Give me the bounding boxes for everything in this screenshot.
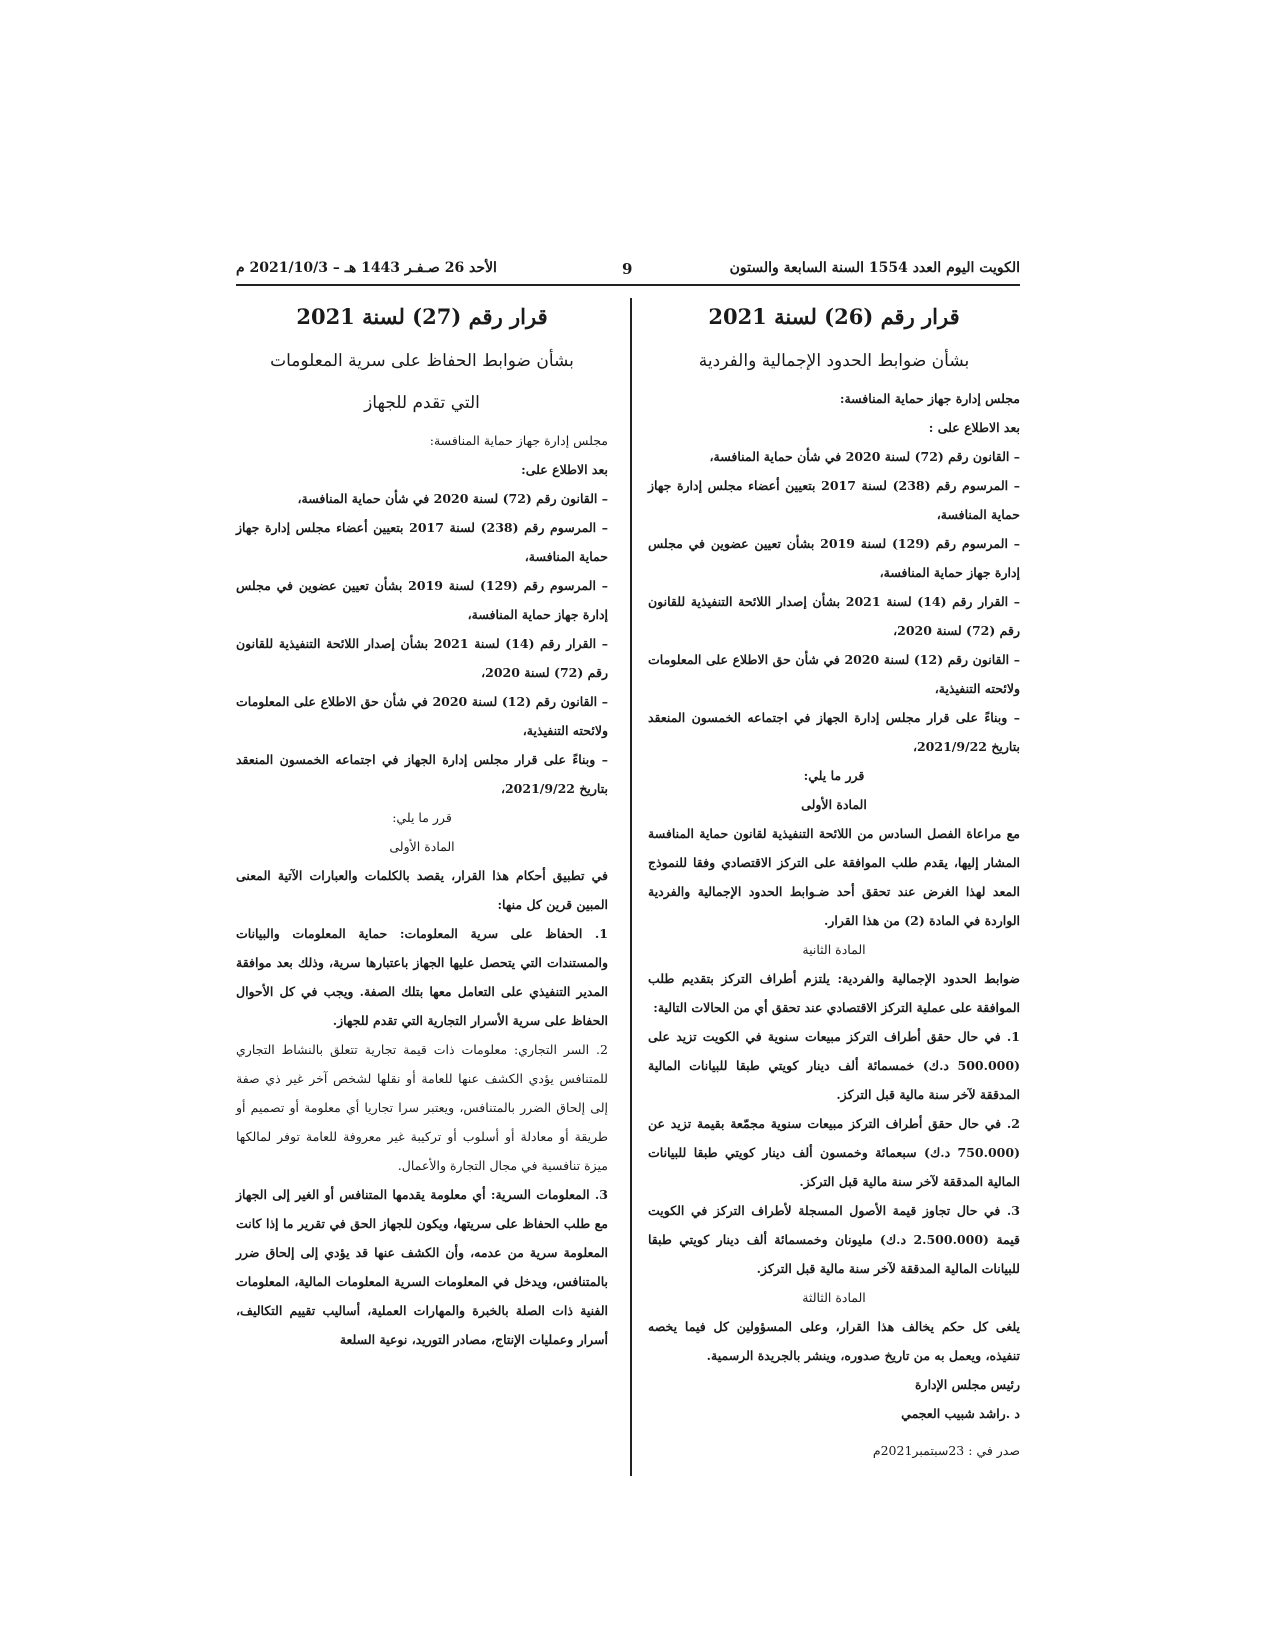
decision-27-title: قرار رقم (27) لسنة 2021 [296,304,548,329]
decision-27-article-1-title: المادة الأولى [389,839,455,854]
column-divider [630,298,632,1476]
decision-26-after-review: بعد الاطلاع على : [928,420,1020,435]
decision-26-ref: – وبناءً على قرار مجلس إدارة الجهاز في اجتماعه الخمسون المنعقد بتاريخ 2021/9/22، [648,710,1020,754]
decision-26-article-2-item: 2. في حال حقق أطراف التركز مبيعات سنوية مجمّعة بقيمة تزيد عن (750.000 د.ك) سبعمائة وخمسون ألف دينار كويتي طبقا للبيانات المالية المدققة لآخر سنة مالية قبل التركز. [648,1116,1020,1189]
decision-26-ref: – القانون رقم (72) لسنة 2020 في شأن حماية المنافسة، [709,449,1020,464]
decision-26-signature-role: رئيس مجلس الإدارة [915,1377,1020,1392]
decision-27-column [236,300,608,1354]
decision-27-definition: 3. المعلومات السرية: أي معلومة يقدمها المتنافس أو الغير إلى الجهاز مع طلب الحفاظ على سريتها، ويكون للجهاز الحق في تقرير ما إذا كانت المعلومة سرية من عدمه، وأن الكشف عنها قد يؤدي إلى إلحاق ضرر بالمتنافس، ويدخل في المعلومات السرية المعلومات المالية، المعلومات الفنية ذات الصلة بالخبرة والمهارات العملية، أساليب تقييم التكاليف، أسرار وعمليات الإنتاج، مصادر التوريد، نوعية السلعة [236,1187,608,1347]
decision-27-definition: 1. الحفاظ على سرية المعلومات: حماية المعلومات والبيانات والمستندات التي يتحصل عليها الجهاز باعتبارها سرية، وذلك بعد موافقة المدير التنفيذي على التعامل معها بتلك الصفة. ويجب في كل الأحوال الحفاظ على سرية الأسرار التجارية التي تقدم للجهاز. [236,926,608,1028]
decision-26-article-2-text: ضوابط الحدود الإجمالية والفردية: يلتزم أطراف التركز بتقديم طلب الموافقة على عملية التركز الاقتصادي عند تحقق أي من الحالات التالية: [648,971,1020,1015]
decision-26-issued-date: صدر في : 23سبتمبر2021م [872,1443,1020,1458]
decision-26-article-3-text: يلغى كل حكم يخالف هذا القرار، وعلى المسؤولين كل فيما يخصه تنفيذه، ويعمل به من تاريخ صدوره، وينشر بالجريدة الرسمية. [648,1319,1020,1363]
decision-26-article-1-text: مع مراعاة الفصل السادس من اللائحة التنفيذية لقانون حماية المنافسة المشار إليها، يقدم طلب الموافقة على التركز الاقتصادي وفقا للنموذج المعد لهذا الغرض عند تحقق أحد ضـوابط الحدود الإجمالية والفردية الواردة في المادة (2) من هذا القرار. [648,826,1020,928]
decision-26-subtitle: بشأن ضوابط الحدود الإجمالية والفردية [698,351,970,371]
decision-27-after-review: بعد الاطلاع على: [521,462,608,477]
decision-26-ref: – القرار رقم (14) لسنة 2021 بشأن إصدار اللائحة التنفيذية للقانون رقم (72) لسنة 2020، [648,594,1020,638]
decision-27-ref: – المرسوم رقم (238) لسنة 2017 بتعيين أعضاء مجلس إدارة جهاز حماية المنافسة، [236,520,608,564]
decision-27-ref: – القرار رقم (14) لسنة 2021 بشأن إصدار اللائحة التنفيذية للقانون رقم (72) لسنة 2020، [236,636,608,680]
decision-27-decided: قرر ما يلي: [392,810,452,825]
decision-27-definition: 2. السر التجاري: معلومات ذات قيمة تجارية تتعلق بالنشاط التجاري للمتنافس يؤدي الكشف عنها للعامة أو نقلها لشخص آخر غير ذي صفة إلى إلحاق الضرر بالمتنافس، ويعتبر سرا تجاريا أي معلومة أو تصميم أو طريقة أو معادلة أو أسلوب أو تركيبة غير معروفة للعامة توفر لمالكها ميزة تنافسية في مجال التجارة والأعمال. [236,1042,608,1173]
decision-27-ref: – القانون رقم (72) لسنة 2020 في شأن حماية المنافسة، [297,491,608,506]
decision-27-article-1-intro: في تطبيق أحكام هذا القرار، يقصد بالكلمات والعبارات الآتية المعنى المبين قرين كل منها: [236,868,608,912]
decision-27-ref: – القانون رقم (12) لسنة 2020 في شأن حق الاطلاع على المعلومات ولائحته التنفيذية، [236,694,608,738]
decision-27-subtitle-line-2: التي تقدم للجهاز [364,393,480,413]
decision-26-article-2-item: 3. في حال تجاوز قيمة الأصول المسجلة لأطراف التركز في الكويت قيمة (2.500.000 د.ك) مليونان وخمسمائة ألف دينار كويتي طبقا للبيانات المالية المدققة لآخر سنة مالية قبل التركز. [648,1203,1020,1276]
decision-26-article-3-title: المادة الثالثة [802,1290,866,1305]
gazette-issue-info: الكويت اليوم العدد 1554 السنة السابعة والستون [729,260,1020,276]
decision-26-article-1-title: المادة الأولى [801,797,867,812]
decision-26-article-2-item: 1. في حال حقق أطراف التركز مبيعات سنوية في الكويت تزيد على (500.000 د.ك) خمسمائة ألف دينار كويتي طبقا للبيانات المالية المدققة لآخر سنة مالية قبل التركز. [648,1029,1020,1102]
decision-26-column [648,300,1020,1465]
decision-26-signature-name: د .راشد شبيب العجمي [901,1406,1020,1421]
decision-27-ref: – وبناءً على قرار مجلس إدارة الجهاز في اجتماعه الخمسون المنعقد بتاريخ 2021/9/22، [236,752,608,796]
decision-26-decided: قرر ما يلي: [803,768,865,783]
issue-date: الأحد 26 صـفـر 1443 هـ – 2021/10/3 م [236,260,497,276]
decision-27-board: مجلس إدارة جهاز حماية المنافسة: [429,433,608,448]
decision-26-ref: – المرسوم رقم (129) لسنة 2019 بشأن تعيين عضوين في مجلس إدارة جهاز حماية المنافسة، [648,536,1020,580]
decision-27-subtitle-line-1: بشأن ضوابط الحفاظ على سرية المعلومات [270,351,574,371]
decision-26-article-2-title: المادة الثانية [802,942,866,957]
page-number: 9 [622,260,633,278]
page-header [236,258,1020,286]
decision-27-ref: – المرسوم رقم (129) لسنة 2019 بشأن تعيين عضوين في مجلس إدارة جهاز حماية المنافسة، [236,578,608,622]
decision-26-board: مجلس إدارة جهاز حماية المنافسة: [839,391,1020,406]
decision-26-title: قرار رقم (26) لسنة 2021 [708,304,960,329]
decision-26-ref: – القانون رقم (12) لسنة 2020 في شأن حق الاطلاع على المعلومات ولائحته التنفيذية، [648,652,1020,696]
decision-26-ref: – المرسوم رقم (238) لسنة 2017 بتعيين أعضاء مجلس إدارة جهاز حماية المنافسة، [648,478,1020,522]
